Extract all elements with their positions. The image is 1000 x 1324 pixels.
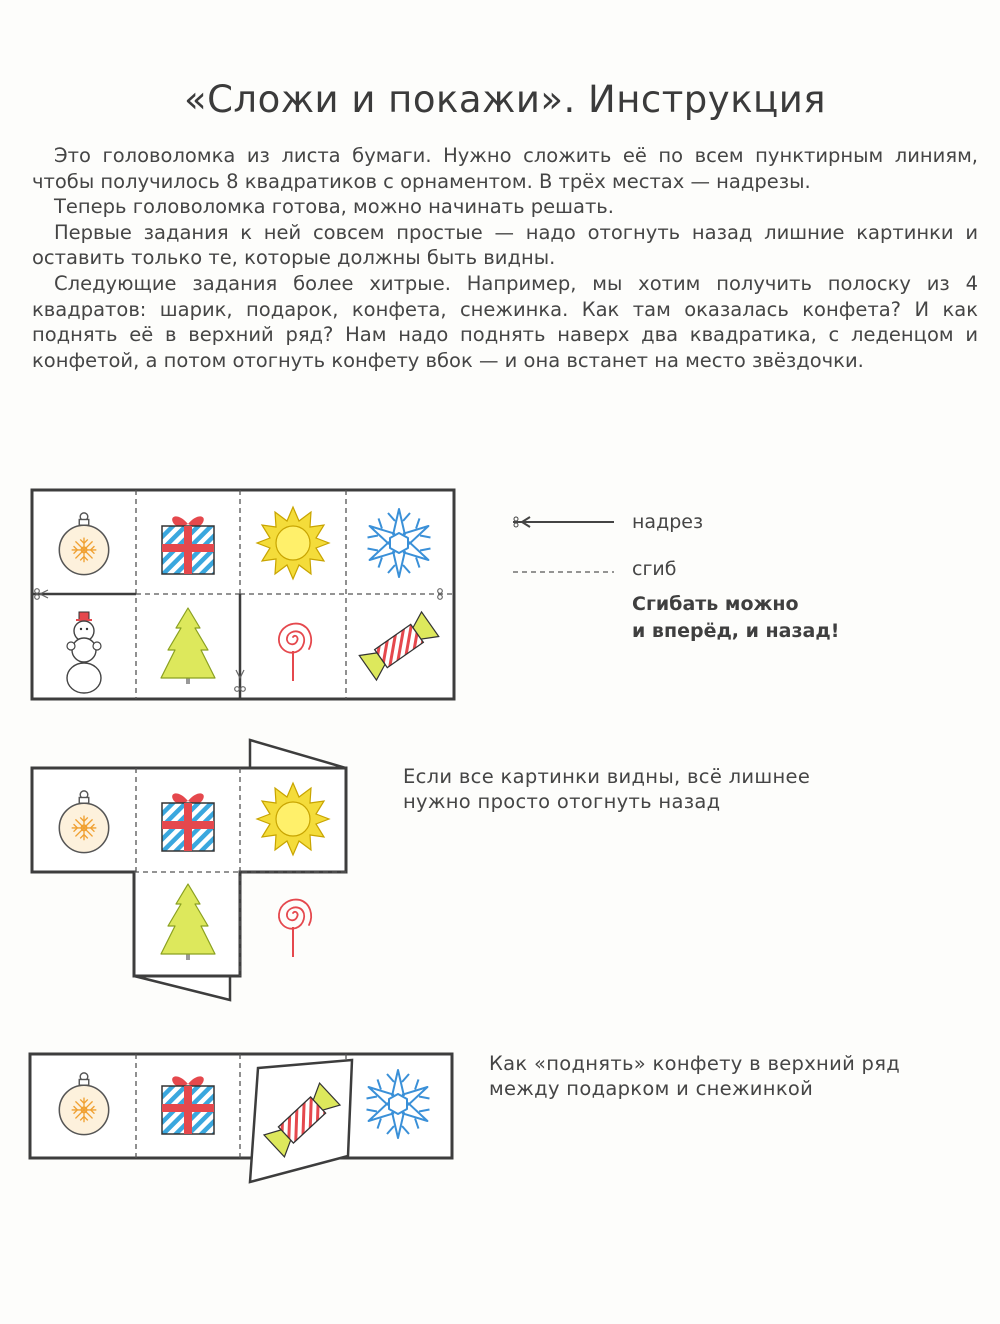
intro-paragraph-2: Теперь головоломка готова, можно начинать решать. [54,195,614,219]
caption-lift-candy-line-2: между подарком и снежинкой [489,1077,814,1100]
caption-lift-candy-line-1: Как «поднять» конфету в верхний ряд [489,1052,901,1075]
legend-fold-label: сгиб [632,558,677,580]
intro-paragraph-3: Первые задания к ней совсем простые — надо отогнуть назад лишние картинки и оставить только те, которые должны быть видны. [32,220,978,270]
fold-back-diagram [32,740,346,1000]
caption-fold-back-line-2: нужно просто отогнуть назад [403,790,721,813]
puzzle-sheet-diagram [32,490,454,699]
legend-cut-label: надрез [632,511,704,533]
legend-note-line-2: и вперёд, и назад! [632,620,840,642]
intro-paragraph-4: Следующие задания более хитрые. Например, мы хотим получить полоску из 4 квадратов: шарик, подарок, конфета, снежинка. Как там оказалась конфета? И как поднять её в верхний ряд? Нам надо поднять наверх два квадратика, с леденцом и конфетой, а потом отогнуть конфету вбок — и она встанет на место звёздочки. [32,271,978,372]
page-title: «Сложи и покажи». Инструкция [183,78,827,121]
lollipop-icon [279,900,311,957]
lift-candy-diagram [30,1054,452,1182]
legend-cut-line [513,517,614,527]
intro-paragraph-1: Это головоломка из листа бумаги. Нужно сложить её по всем пунктирным линиям, чтобы получилось 8 квадратиков с орнаментом. В трёх местах — надрезы. [32,144,978,193]
legend-note-line-1: Сгибать можно [632,593,799,615]
caption-fold-back-line-1: Если все картинки видны, всё лишнее [403,765,811,788]
